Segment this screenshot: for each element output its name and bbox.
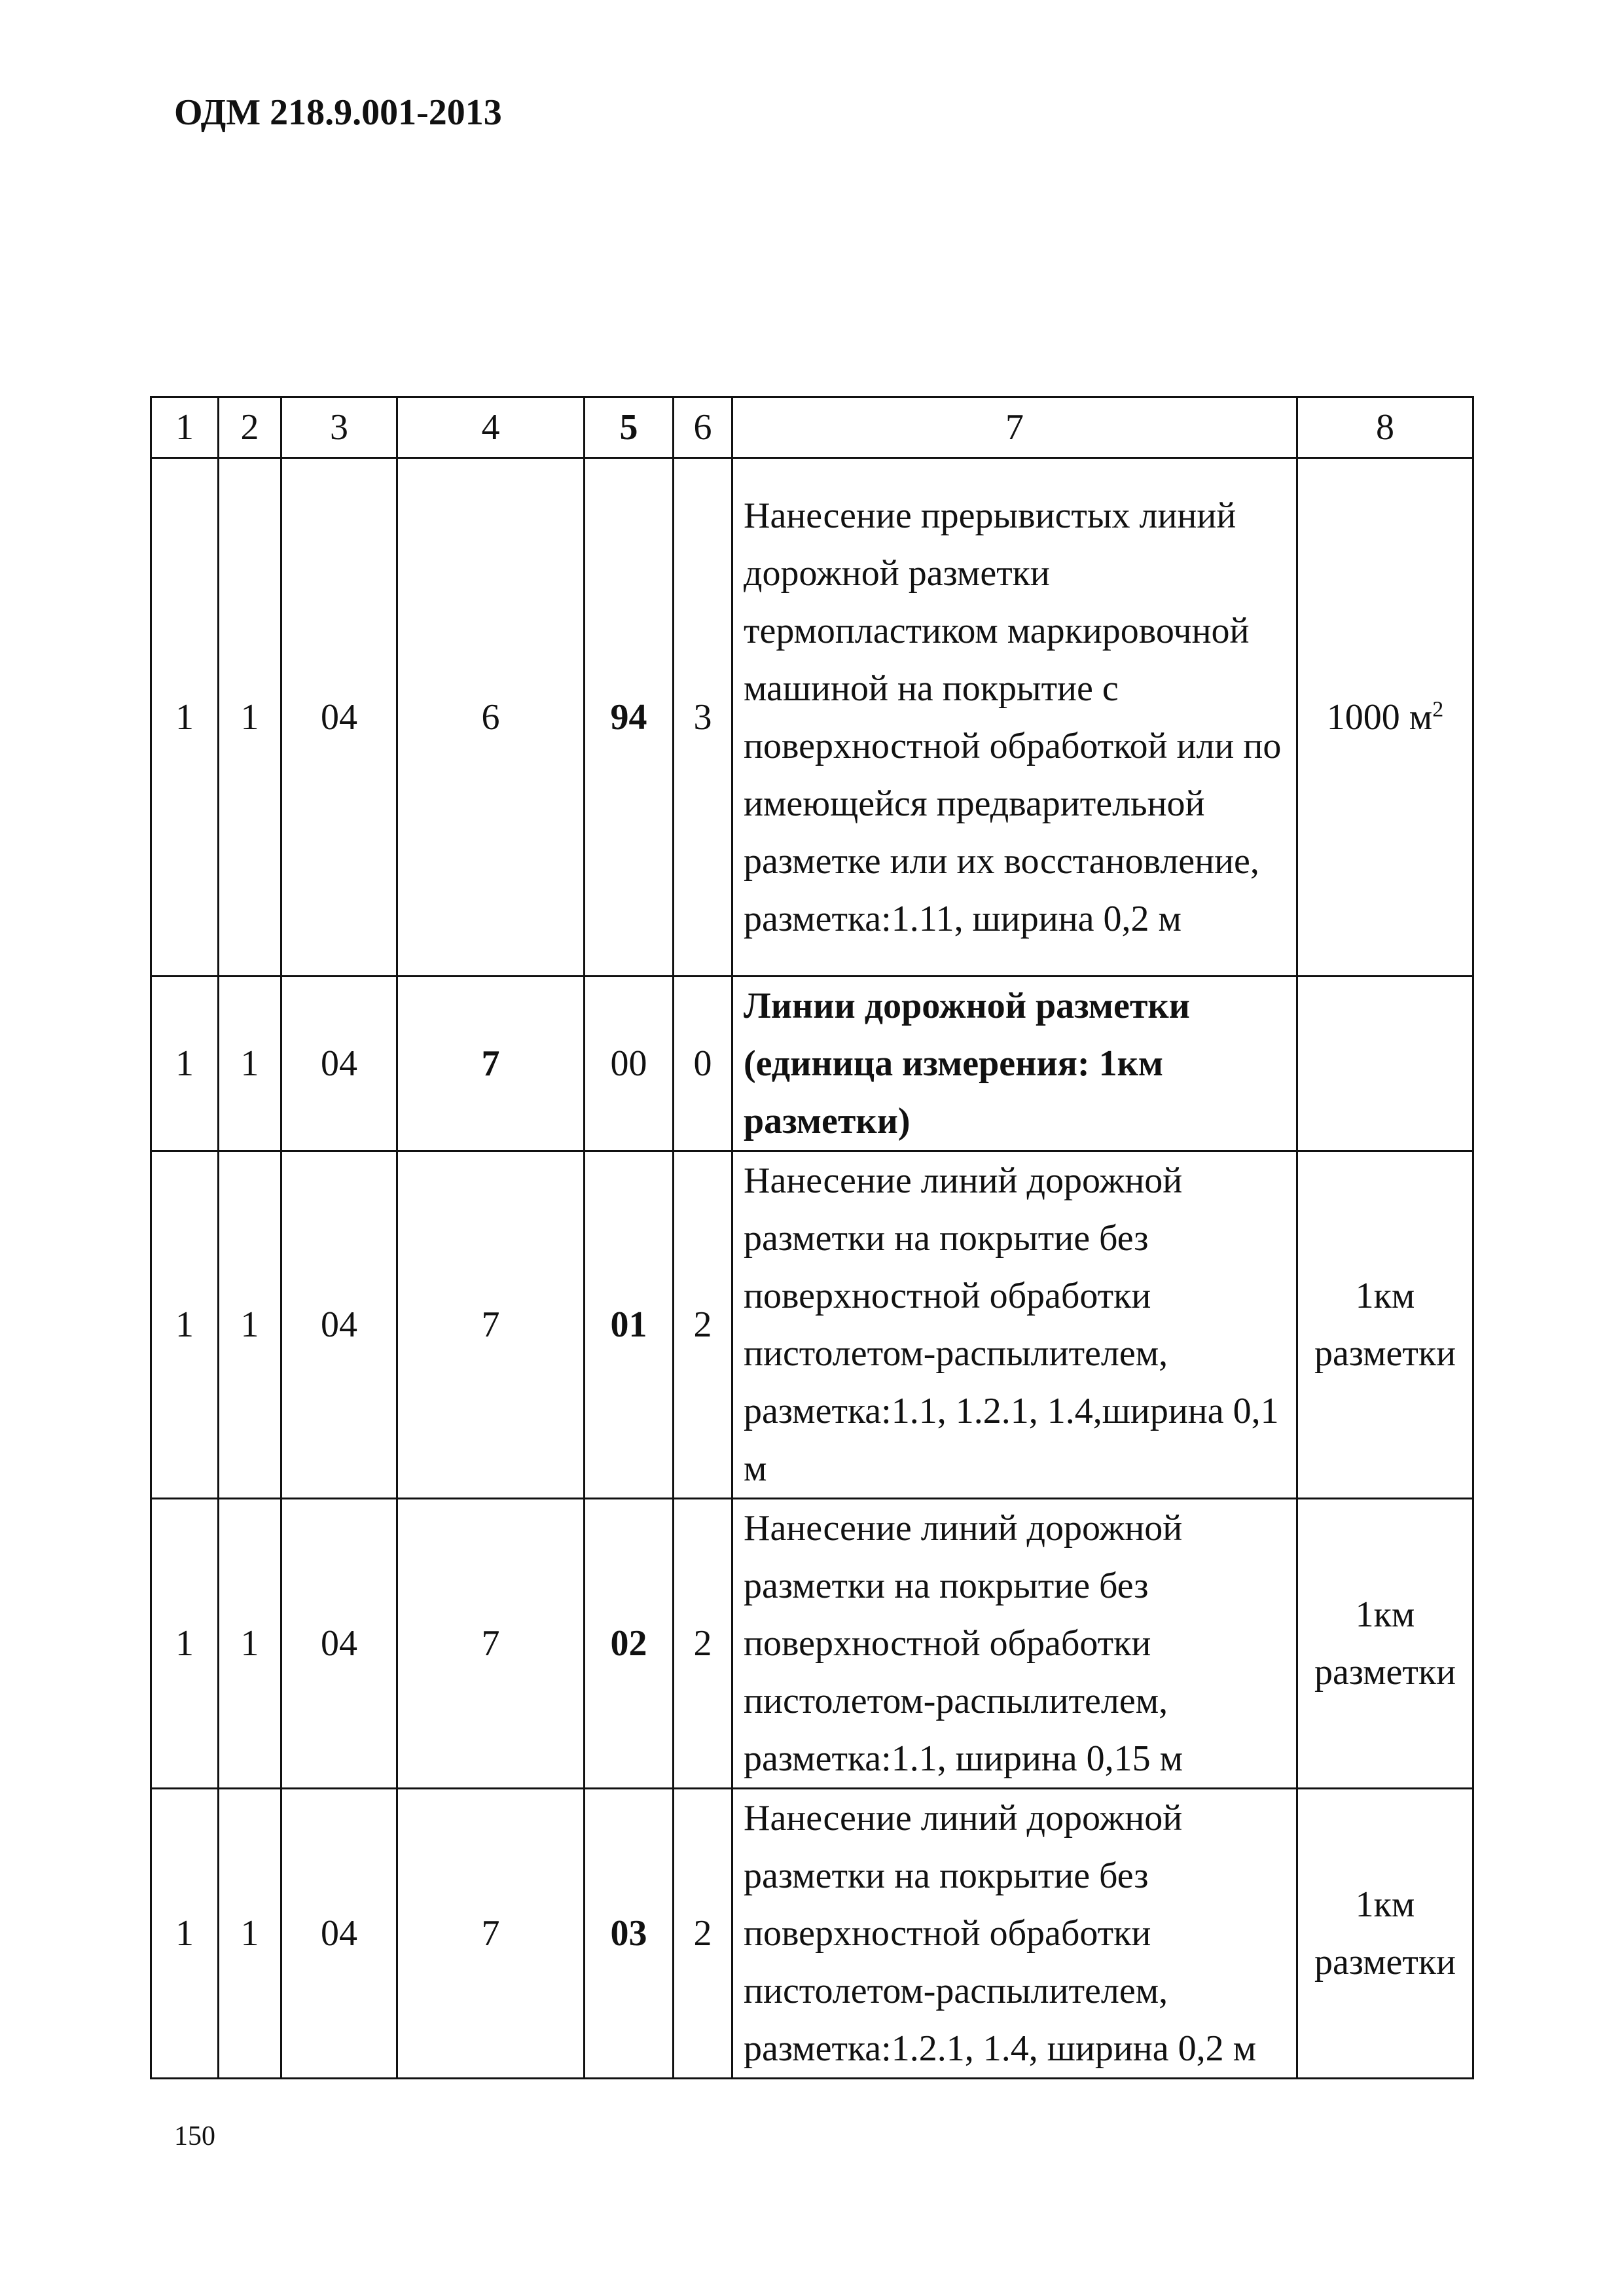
code-cell: 7 (397, 1499, 585, 1789)
column-header: 6 (674, 397, 732, 458)
column-header: 8 (1297, 397, 1473, 458)
code-cell: 1 (151, 458, 219, 977)
unit-cell (1297, 977, 1473, 1151)
description-cell: Нанесение линий дорожной разметки на покрытие без поверхностной обработки пистолетом-распылителем, разметка:1.1, 1.2.1, 1.4,ширина 0,1 м (732, 1151, 1297, 1499)
description-cell: Нанесение линий дорожной разметки на покрытие без поверхностной обработки пистолетом-распылителем, разметка:1.1, ширина 0,15 м (732, 1499, 1297, 1789)
page-number: 150 (174, 2121, 215, 2151)
description-cell: Нанесение линий дорожной разметки на покрытие без поверхностной обработки пистолетом-распылителем, разметка:1.2.1, 1.4, ширина 0,2 м (732, 1789, 1297, 2079)
column-header: 2 (219, 397, 281, 458)
column-header: 5 (585, 397, 674, 458)
code-cell: 2 (674, 1151, 732, 1499)
unit-text: 1000 м (1326, 696, 1433, 738)
code-cell: 2 (674, 1499, 732, 1789)
code-cell: 1 (151, 1789, 219, 2079)
column-header: 3 (281, 397, 397, 458)
section-heading-cell: Линии дорожной разметки (единица измерения: 1км разметки) (732, 977, 1297, 1151)
column-header: 7 (732, 397, 1297, 458)
unit-superscript: 2 (1432, 696, 1444, 721)
code-cell: 1 (219, 977, 281, 1151)
code-cell: 1 (151, 977, 219, 1151)
code-cell: 04 (281, 1789, 397, 2079)
code-cell: 0 (674, 977, 732, 1151)
description-cell: Нанесение прерывистых линий дорожной разметки термопластиком маркировочной машиной на покрытие с поверхностной обработкой или по имеющейся предварительной разметке или их восстановление, разметка:1.11, ширина 0,2 м (732, 458, 1297, 977)
code-cell: 1 (151, 1151, 219, 1499)
code-cell: 04 (281, 1499, 397, 1789)
unit-cell (1297, 1499, 1473, 1789)
code-cell: 2 (674, 1789, 732, 2079)
code-cell: 1 (151, 1499, 219, 1789)
code-cell: 02 (585, 1499, 674, 1789)
code-cell: 00 (585, 977, 674, 1151)
code-cell: 04 (281, 458, 397, 977)
table-header-row (151, 397, 1473, 458)
column-header: 4 (397, 397, 585, 458)
code-cell: 03 (585, 1789, 674, 2079)
code-cell: 7 (397, 1151, 585, 1499)
code-cell: 7 (397, 1789, 585, 2079)
unit-line: разметки (1314, 1652, 1456, 1693)
code-cell: 6 (397, 458, 585, 977)
unit-cell (1297, 1151, 1473, 1499)
document-code-header: ОДМ 218.9.001-2013 (174, 92, 502, 133)
table-row (151, 1499, 1473, 1789)
unit-line: 1км (1355, 1276, 1415, 1316)
table-row (151, 977, 1473, 1151)
unit-line: разметки (1314, 1333, 1456, 1374)
code-cell: 3 (674, 458, 732, 977)
code-cell: 1 (219, 1789, 281, 2079)
unit-cell (1297, 458, 1473, 977)
code-cell: 1 (219, 1151, 281, 1499)
table-row (151, 1151, 1473, 1499)
code-cell: 94 (585, 458, 674, 977)
unit-cell (1297, 1789, 1473, 2079)
unit-line: 1км (1355, 1884, 1415, 1925)
table-row (151, 458, 1473, 977)
code-cell: 7 (397, 977, 585, 1151)
code-cell: 1 (219, 458, 281, 977)
classification-table (150, 396, 1474, 2079)
code-cell: 04 (281, 1151, 397, 1499)
code-cell: 1 (219, 1499, 281, 1789)
code-cell: 04 (281, 977, 397, 1151)
column-header: 1 (151, 397, 219, 458)
code-cell: 01 (585, 1151, 674, 1499)
unit-line: разметки (1314, 1942, 1456, 1982)
table-row (151, 1789, 1473, 2079)
unit-line: 1км (1355, 1594, 1415, 1635)
